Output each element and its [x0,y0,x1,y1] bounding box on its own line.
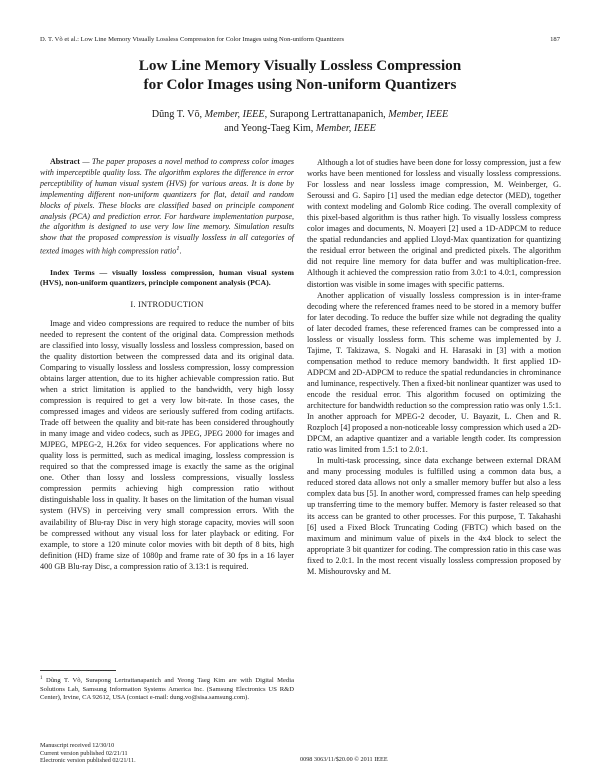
footnote-mark: 1 [40,676,43,681]
author-kim-role: Member, IEEE [315,122,376,134]
manuscript-received: Manuscript received 12/30/10 [40,742,115,749]
paper-title [40,56,560,94]
author-list [40,108,560,135]
paragraph: Another application of visually lossless compression is in inter-frame decoding where the referenced frames need to be stored in a memory buffer for later decoding. To reduce the buffer size while not degrading the quality of later decoded frames, these referenced frames can be compressed into a lossless or visually lossless form. This scheme was implemented by J. Tajime, T. Takizawa, S. Nogaki and H. Harasaki in [3] with a motion compensation method to reduce memory bandwidth. It first applied 1D-ADPCM and 2D-ADPCM to reduce the spatial redundancies in chrominance and luminance, respectively. Then a fixed-bit nonlinear quantizer was used to encode the residual error. This algorithm focused on optimizing the architecture for bandwidth reduction so the compression ratio was only 1.5:1. In another approach for MPEG-2 decoder, U. Bayazit, L. Chen and R. Rozploch [4] proposed a non-noticeable lossy compression which used a 2D-DPCM, an adaptive quantizer and a variable length coder. Its compression ratio was limited from 1.5:1 to 2.0:1. [307,290,561,455]
paragraph: In multi-task processing, since data exchange between external DRAM and many processing modules is fulfilled using a common data bus, a reduced stored data allows not only a smaller memory buffer but also a less complex data bus [5]. In another word, compressed frames can help speeding up transferring time to the memory buffer. Memory is faster released so that its access can be granted to other processes. For this purpose, T. Takahashi [6] used a Fixed Block Truncating Coding (FBTC) which based on the maximum and minimum value of pixels in the 4x4 block to select the appropriate 3 bit quantizer for coding. The compression ratio in this case was fixed to 2.0:1. In the most recent visually lossless compression proposed by M. Mishourovsky and M. [307,456,561,576]
manuscript-electronic-version: Electronic version published 02/21/11. [40,757,136,765]
paragraph: Image and video compressions are required to reduce the number of bits needed to represent the content of the original data. Compression methods are classified into lossy, visually lossless and lossless compression, based on the quality distortion between the compressed data and its original data. Comparing to visually lossless and lossless compression, lossy compression obtains larger attention, due to its higher achievable compression ratio. But when a strict limitation is applied to the bandwidth, very high lossy compression is required to get a very low bit-rate. In those cases, the compressed images and videos are seriously suffered from coding artifacts. Trade off between the quality and bit-rate has been considered throughoutly in many image and video codecs, such as JPEG, JPEG 2000 for images and MJPEG, MPEG-2, H.26x for video sequences. For applications where no quality loss is permitted, such as medical imaging, lossless compression is required so that the compressed image is exactly the same as the original one. Other than lossy and lossless compressions, visually lossless compression permits achieving high compression ratio without distinguishable loss in quality. It bases on the limitation of the human visual system (HVS) in perceiving very small compression errors. With the availability of Blu-ray Disc in very high storage capacity, movies will soon be compressed without any visual loss for later playback or editing. For example, to store a 120 minute color movies with bit depth of 8 bits, high definition (HD) frame size of 1080p and frame rate of 30 fps in a 16 layer 400 GB Blu-ray Disc, a compression ratio of 3.13:1 is required. [40,318,294,571]
manuscript-current-version: Current version published 02/21/11 [40,749,128,757]
paragraph: Although a lot of studies have been done for lossy compression, just a few works have been mentioned for lossless and visually lossless compressions. For lossless and near lossless image compression, M. Weinberger, G. Seroussi and G. Sapiro [1] used the median edge detector (MED), together with context modeling and Golomb Rice coding. The overall complexity of this pixel-based algorithm is thus rather high. To visually lossless compress color images and documents, N. Moayeri [2] used a 1D-ADPCM to reduce the spatial redundancies and applied Lloyd-Max quantization for quantizing the residual error between the original and predicted pixels. The algorithm did not require line memory for data buffer and was multiplication-free. Although it achieved the compression ratio from 3.0:1 to 4.0:1, compression distortion was visible in some images with specific patterns. [307,158,561,289]
author-lertrattanapanich: , Surapong Lertrattanapanich, [264,109,386,120]
abstract [40,157,294,258]
right-column [307,157,561,577]
footnote-text-block [40,675,294,703]
footnote-text: Dũng T. Võ, Surapong Lertrattanapanich and Yeong Taeg Kim are with Digital Media Solutions Lab, Samsung Information Systems America Inc. (Samsung Electronics US R&D Center), Irvine, CA 92612, USA (contact e-mail: dung.vo@sisa.samsung.com). [40,677,294,702]
abstract-end: . [179,246,182,256]
author-kim: and Yeong-Taeg Kim, [224,122,314,134]
index-terms: Index Terms — visually lossless compression, human visual system (HVS), non-uniform quantizers, principle component analysis (PCA). [40,267,294,288]
footnote-rule [40,670,116,671]
author-vo: Dũng T. Võ, [151,109,203,120]
abstract-label: Abstract [50,157,80,166]
author-vo-role: Member, IEEE [204,109,265,120]
author-line-2 [40,122,560,136]
paper-title-line-1: Low Line Memory Visually Lossless Compression [138,57,462,74]
left-column [40,157,294,572]
author-line-1 [40,108,560,122]
paper-title-line-2: for Color Images using Non-uniform Quantizers [143,76,457,93]
copyright-line: 0098 3063/11/$20.00 © 2011 IEEE [300,756,388,763]
abstract-text: — The paper proposes a novel method to compress color images with imperceptible quality loss. The algorithm explores the difference in error perceptibility of human visual system (HVS) for various areas. It is done by implementing different non-uniform quantizers for flat, detail and random blocks of pixels. These blocks are classified based on principle component analysis (PCA) and prediction error. For hardware implementation purpose, the algorithm is designed to use very low line memory. Simulation results show that the proposed compression is visually lossless in all categories of texted images with high compression ratio [40,157,294,256]
running-header [40,36,560,43]
footnote [40,656,294,703]
section-heading-introduction: I. INTRODUCTION [130,299,204,309]
manuscript-info [40,742,136,765]
abstract-footnote-mark: 1 [176,245,180,253]
page-number: 187 [550,36,560,43]
running-header-title: D. T. Võ et al.: Low Line Memory Visually Lossless Compression for Color Images using Non-uniform Quantizers [40,36,345,43]
author-lertrattanapanich-role: Member, IEEE [388,109,449,120]
